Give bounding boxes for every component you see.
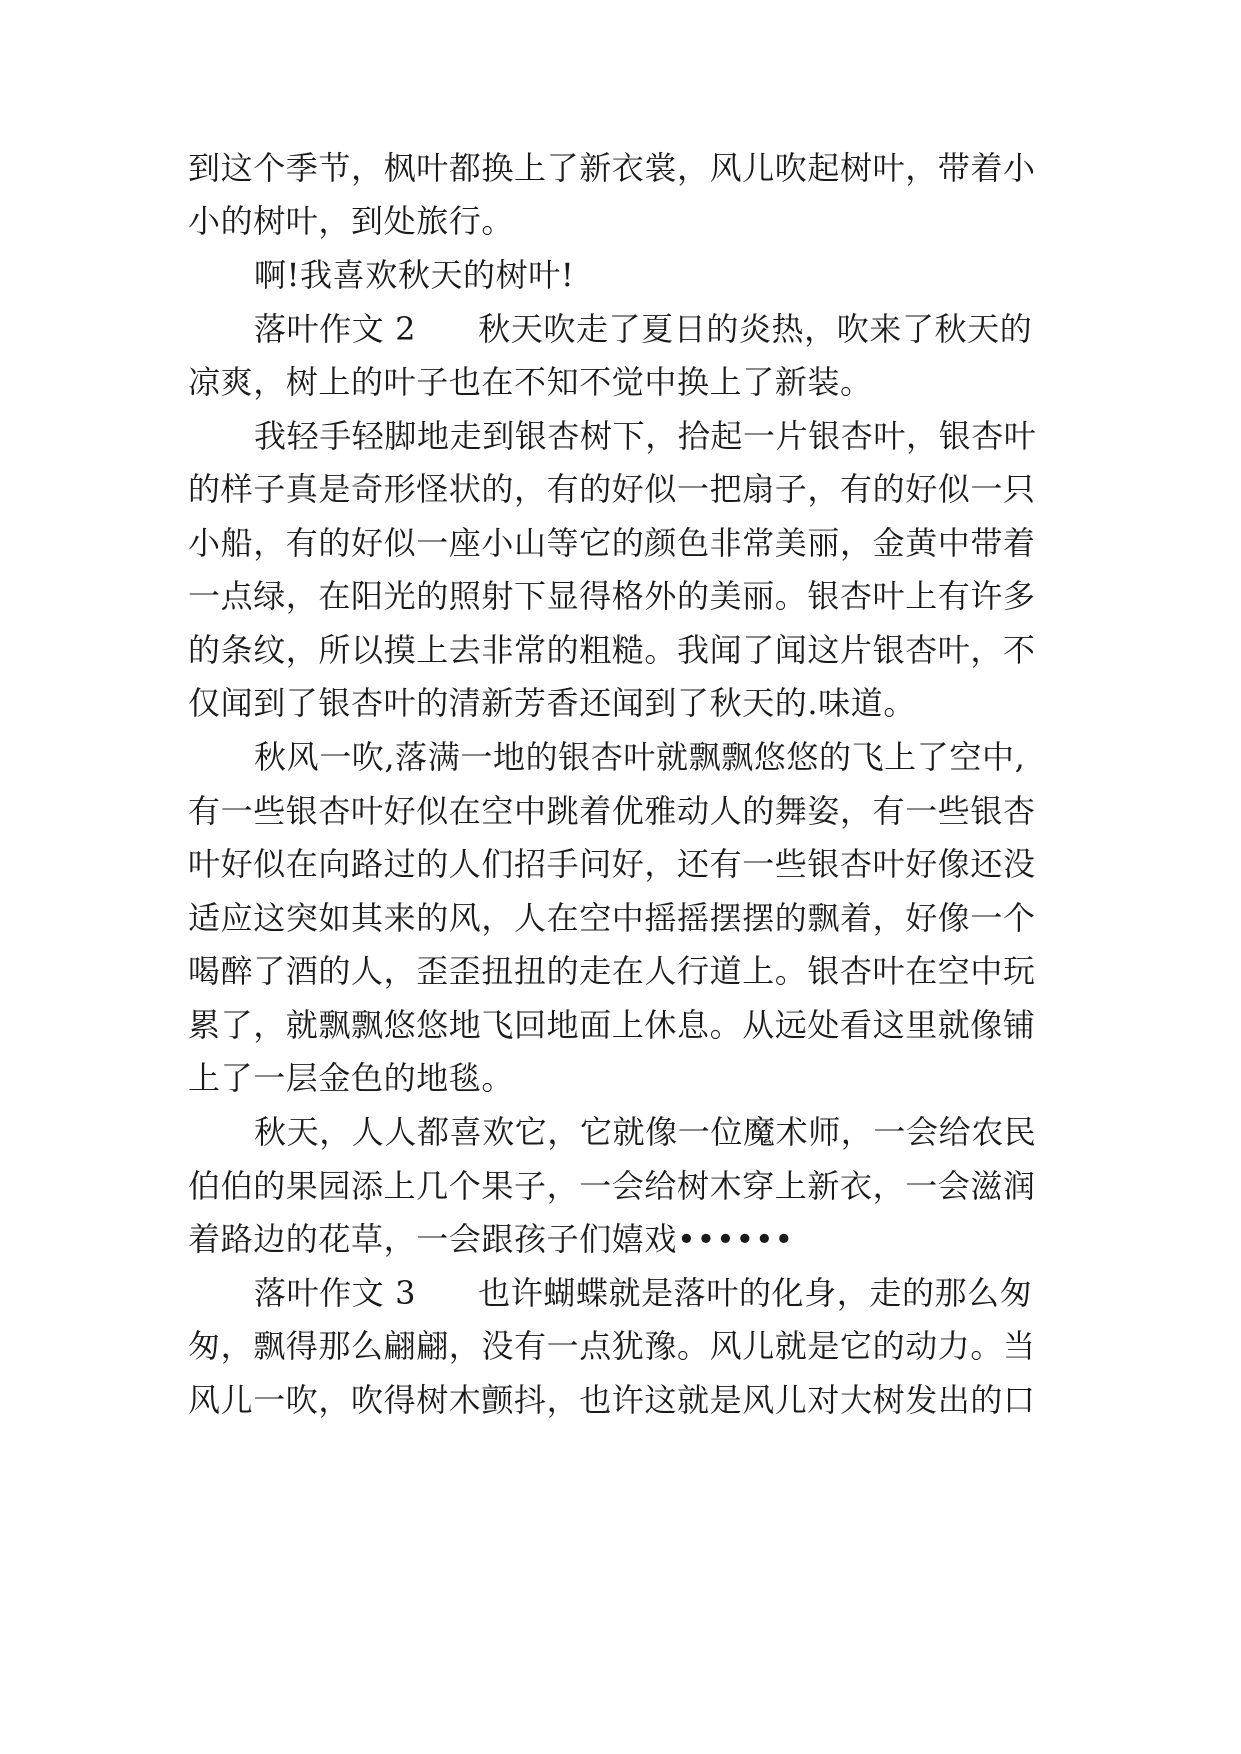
text-line: 风儿一吹，吹得树木颤抖，也许这就是风儿对大树发出的口 xyxy=(188,1381,1036,1419)
essay-heading: 落叶作文 3 xyxy=(254,1274,417,1312)
text-line: 小船，有的好似一座小山等它的颜色非常美丽，金黄中带着 xyxy=(188,524,1036,562)
essay-heading-line xyxy=(254,1273,1068,1313)
text-line: 的条纹，所以摸上去非常的粗糙。我闻了闻这片银杏叶，不 xyxy=(188,631,1036,669)
text-line: 上了一层金色的地毯。 xyxy=(188,1059,515,1097)
text-line: 的样子真是奇形怪状的，有的好似一把扇子，有的好似一只 xyxy=(188,470,1036,508)
essay-heading: 落叶作文 2 xyxy=(254,310,417,348)
text-line: 秋天，人人都喜欢它，它就像一位魔术师，一会给农民 xyxy=(254,1113,1037,1151)
text-segment: 也许蝴蝶就是落叶的化身，走的那么匆 xyxy=(478,1274,1033,1312)
text-line: 有一些银杏叶好似在空中跳着优雅动人的舞姿，有一些银杏 xyxy=(188,792,1036,830)
text-line: 累了，就飘飘悠悠地飞回地面上休息。从远处看这里就像铺 xyxy=(188,1006,1036,1044)
text-line: 凉爽，树上的叶子也在不知不觉中换上了新装。 xyxy=(188,363,873,401)
text-line: 匆，飘得那么翩翩，没有一点犹豫。风儿就是它的动力。当 xyxy=(188,1327,1036,1365)
text-line: 着路边的花草，一会跟孩子们嬉戏•••••• xyxy=(188,1220,794,1258)
text-line: 我轻手轻脚地走到银杏树下，拾起一片银杏叶，银杏叶 xyxy=(254,417,1037,455)
text-segment: 秋天吹走了夏日的炎热，吹来了秋天的 xyxy=(478,310,1033,348)
text-line: 一点绿，在阳光的照射下显得格外的美丽。银杏叶上有许多 xyxy=(188,577,1036,615)
text-line: 叶好似在向路过的人们招手问好，还有一些银杏叶好像还没 xyxy=(188,845,1036,883)
text-line: 喝醉了酒的人，歪歪扭扭的走在人行道上。银杏叶在空中玩 xyxy=(188,952,1036,990)
essay-heading-line xyxy=(254,309,1068,349)
text-line: 啊!我喜欢秋天的树叶! xyxy=(254,256,575,294)
text-line: 伯伯的果园添上几个果子，一会给树木穿上新衣，一会滋润 xyxy=(188,1167,1036,1205)
text-line: 到这个季节，枫叶都换上了新衣裳，风儿吹起树叶，带着小 xyxy=(188,149,1036,187)
text-line: 秋风一吹,落满一地的银杏叶就飘飘悠悠的飞上了空中, xyxy=(254,738,1026,776)
text-line: 适应这突如其来的风，人在空中摇摇摆摆的飘着，好像一个 xyxy=(188,899,1036,937)
text-line: 小的树叶，到处旅行。 xyxy=(188,202,515,240)
text-line: 仅闻到了银杏叶的清新芳香还闻到了秋天的.味道。 xyxy=(188,684,916,722)
